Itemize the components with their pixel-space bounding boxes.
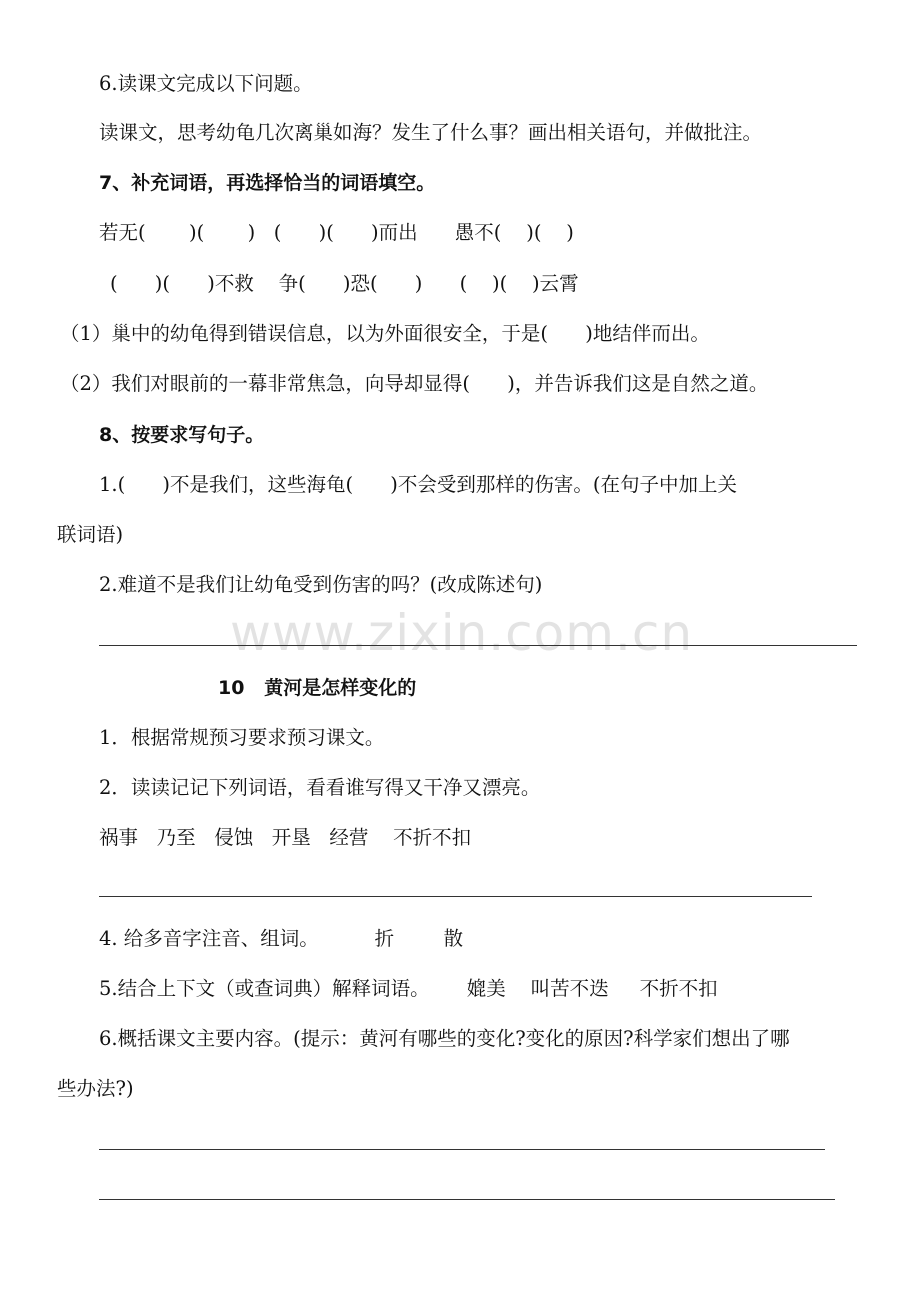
question-7-word-row-1: 若无( )( ) ( )( )而出 愚不( )( ) [99, 221, 574, 244]
answer-line [99, 896, 812, 897]
question-8-sentence-1-continued: 联词语) [57, 523, 124, 546]
question-6-title: 6.读课文完成以下问题。 [99, 72, 313, 95]
question-6-body: 读课文，思考幼龟几次离巢如海？发生了什么事？画出相关语句，并做批注。 [99, 121, 763, 144]
answer-line [99, 1199, 835, 1200]
lesson-item-5: 5.结合上下文（或查词典）解释词语。 媲美 叫苦不迭 不折不扣 [99, 977, 718, 1000]
question-7-sentence-1: （1）巢中的幼龟得到错误信息，以为外面很安全，于是( )地结伴而出。 [60, 322, 710, 345]
question-8-sentence-2: 2.难道不是我们让幼龟受到伤害的吗？(改成陈述句) [99, 573, 543, 596]
lesson-title: 10 黄河是怎样变化的 [218, 677, 417, 699]
question-8-sentence-1: 1.( )不是我们，这些海龟( )不会受到那样的伤害。(在句子中加上关 [99, 473, 738, 496]
lesson-item-4: 4. 给多音字注音、组词。 折 散 [99, 927, 464, 950]
lesson-item-1: 1．根据常规预习要求预习课文。 [99, 726, 385, 749]
question-8-title: 8、按要求写句子。 [99, 424, 265, 446]
lesson-item-2-words: 祸事 乃至 侵蚀 开垦 经营 不折不扣 [99, 826, 472, 849]
watermark: www.zixin.com.cn [230, 604, 694, 662]
lesson-item-6-continued: 些办法?) [57, 1077, 134, 1100]
question-7-word-row-2: ( )( )不救 争( )恐( ) ( )( )云霄 [110, 272, 579, 295]
question-7-title: 7、补充词语，再选择恰当的词语填空。 [99, 172, 436, 194]
lesson-item-6: 6.概括课文主要内容。(提示：黄河有哪些的变化?变化的原因?科学家们想出了哪 [99, 1027, 790, 1050]
answer-line [99, 1149, 825, 1150]
answer-line [99, 645, 857, 646]
question-7-sentence-2: （2）我们对眼前的一幕非常焦急，向导却显得( )，并告诉我们这是自然之道。 [60, 372, 769, 395]
lesson-item-2: 2．读读记记下列词语，看看谁写得又干净又漂亮。 [99, 776, 541, 799]
